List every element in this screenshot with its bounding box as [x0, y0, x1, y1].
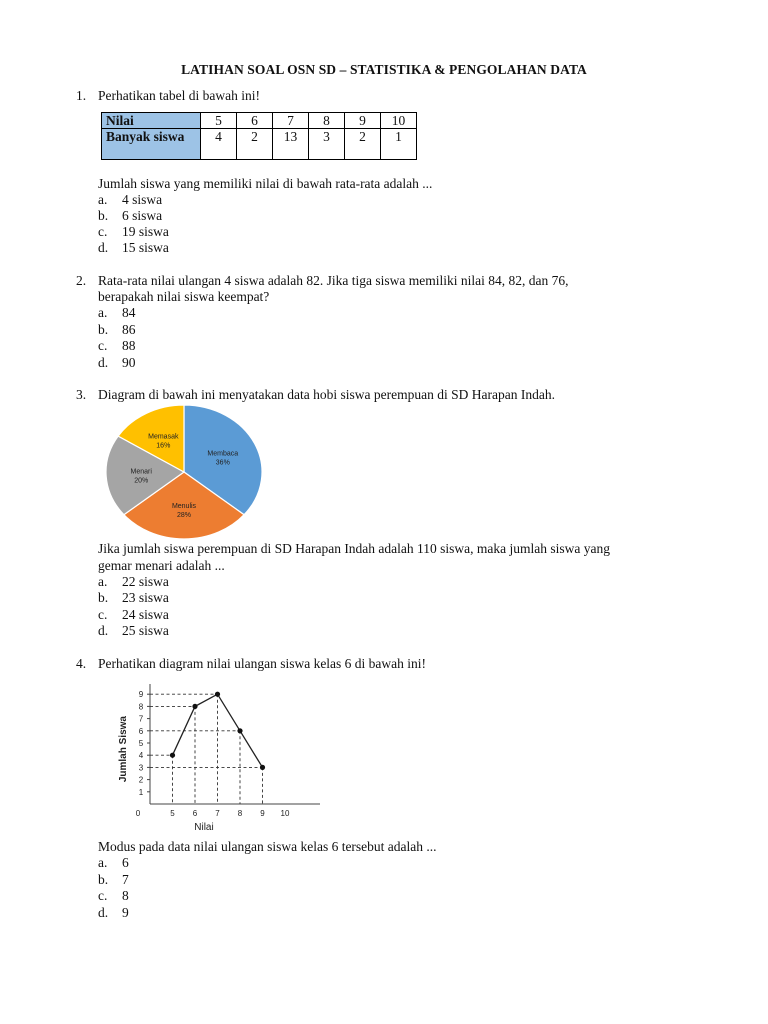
table-cell: 2 [237, 129, 273, 160]
question-text: berapakah nilai siswa keempat? [98, 289, 270, 304]
pie-slice-name: Menulis [171, 502, 197, 510]
table-cell: 7 [273, 113, 309, 129]
question-number: 1. [76, 88, 87, 103]
option-label: b. [98, 322, 109, 337]
option-b[interactable]: 7 [122, 872, 129, 887]
question-number: 4. [76, 656, 87, 671]
pie-slice-percent: 20% [134, 477, 149, 485]
y-tick-label: 7 [138, 714, 144, 724]
question-text: Jika jumlah siswa perempuan di SD Harapan Indah adalah 110 siswa, maka jumlah siswa yang [98, 541, 610, 556]
option-label: d. [98, 355, 109, 370]
option-a[interactable]: 22 siswa [122, 574, 169, 589]
pie-slice-name: Menari [130, 468, 152, 476]
y-tick-label: 4 [138, 751, 144, 761]
y-tick-label: 6 [138, 726, 144, 736]
table-cell: 8 [309, 113, 345, 129]
option-label: d. [98, 905, 109, 920]
table-cell: 10 [381, 113, 417, 129]
table-row [102, 129, 417, 160]
table-cell: 1 [381, 129, 417, 160]
option-d[interactable]: 15 siswa [122, 240, 169, 255]
y-tick-label: 2 [138, 775, 144, 785]
table-header-nilai: Nilai [102, 113, 201, 129]
data-point [215, 692, 220, 697]
x-axis-title: Nilai [194, 822, 214, 833]
table-cell: 4 [201, 129, 237, 160]
pie-slice-percent: 16% [156, 442, 171, 450]
option-a[interactable]: 84 [122, 305, 136, 320]
y-tick-label: 1 [138, 787, 144, 797]
question-number: 3. [76, 387, 87, 402]
table-cell: 3 [309, 129, 345, 160]
x-tick-label: 7 [215, 809, 220, 818]
option-label: b. [98, 872, 109, 887]
question-prompt: Jumlah siswa yang memiliki nilai di bawah rata-rata adalah ... [98, 176, 433, 191]
table-cell: 9 [345, 113, 381, 129]
data-point [192, 704, 197, 709]
question-text: Perhatikan diagram nilai ulangan siswa kelas 6 di bawah ini! [98, 656, 427, 671]
question-text: gemar menari adalah ... [98, 558, 225, 573]
option-label: d. [98, 240, 109, 255]
option-label: c. [98, 607, 108, 622]
pie-slice-percent: 36% [215, 459, 230, 467]
data-point [260, 765, 265, 770]
option-label: a. [98, 855, 108, 870]
data-table [101, 112, 417, 160]
table-header-banyak-siswa: Banyak siswa [102, 129, 201, 160]
option-c[interactable]: 24 siswa [122, 607, 169, 622]
option-label: b. [98, 590, 109, 605]
option-label: c. [98, 224, 108, 239]
y-tick-label: 8 [138, 702, 144, 712]
option-label: b. [98, 208, 109, 223]
option-b[interactable]: 6 siswa [122, 208, 163, 223]
page-title: LATIHAN SOAL OSN SD – STATISTIKA & PENGOLAHAN DATA [181, 62, 587, 77]
option-label: c. [98, 888, 108, 903]
option-label: a. [98, 305, 108, 320]
option-label: a. [98, 192, 108, 207]
option-a[interactable]: 6 [122, 855, 129, 870]
question-text: Rata-rata nilai ulangan 4 siswa adalah 82. Jika tiga siswa memiliki nilai 84, 82, dan 76, [98, 273, 569, 288]
data-point [237, 728, 242, 733]
option-d[interactable]: 25 siswa [122, 623, 169, 638]
question-text: Perhatikan tabel di bawah ini! [98, 88, 260, 103]
option-label: a. [98, 574, 108, 589]
table-cell: 2 [345, 129, 381, 160]
y-axis-title: Jumlah Siswa [118, 716, 129, 783]
question-text: Diagram di bawah ini menyatakan data hobi siswa perempuan di SD Harapan Indah. [98, 387, 555, 402]
question-prompt: Modus pada data nilai ulangan siswa kelas 6 tersebut adalah ... [98, 839, 437, 854]
x-tick-label: 9 [260, 809, 265, 818]
option-c[interactable]: 8 [122, 888, 129, 903]
hobby-pie-chart [96, 404, 276, 542]
option-label: d. [98, 623, 109, 638]
x-tick-label: 6 [192, 809, 198, 818]
y-tick-label: 9 [138, 690, 144, 700]
option-a[interactable]: 4 siswa [122, 192, 163, 207]
option-d[interactable]: 90 [122, 355, 136, 370]
y-tick-label: 5 [138, 739, 144, 748]
x-tick-label: 10 [280, 809, 290, 818]
question-number: 2. [76, 273, 87, 288]
x-tick-label: 5 [170, 809, 175, 818]
pie-slice-name: Membaca [207, 450, 239, 458]
option-b[interactable]: 86 [122, 322, 136, 337]
option-c[interactable]: 88 [122, 338, 136, 353]
option-d[interactable]: 9 [122, 905, 129, 920]
y-tick-label: 3 [138, 763, 144, 773]
option-c[interactable]: 19 siswa [122, 224, 169, 239]
score-line-chart [110, 680, 325, 835]
table-row [102, 113, 417, 129]
x-tick-label: 8 [237, 809, 243, 818]
pie-slice-percent: 28% [176, 511, 192, 519]
table-cell: 5 [201, 113, 237, 129]
pie-slice-name: Memasak [148, 433, 179, 441]
table-cell: 6 [237, 113, 273, 129]
data-point [170, 753, 175, 758]
option-b[interactable]: 23 siswa [122, 590, 169, 605]
table-cell: 13 [273, 129, 309, 160]
origin-label: 0 [135, 809, 141, 818]
option-label: c. [98, 338, 108, 353]
